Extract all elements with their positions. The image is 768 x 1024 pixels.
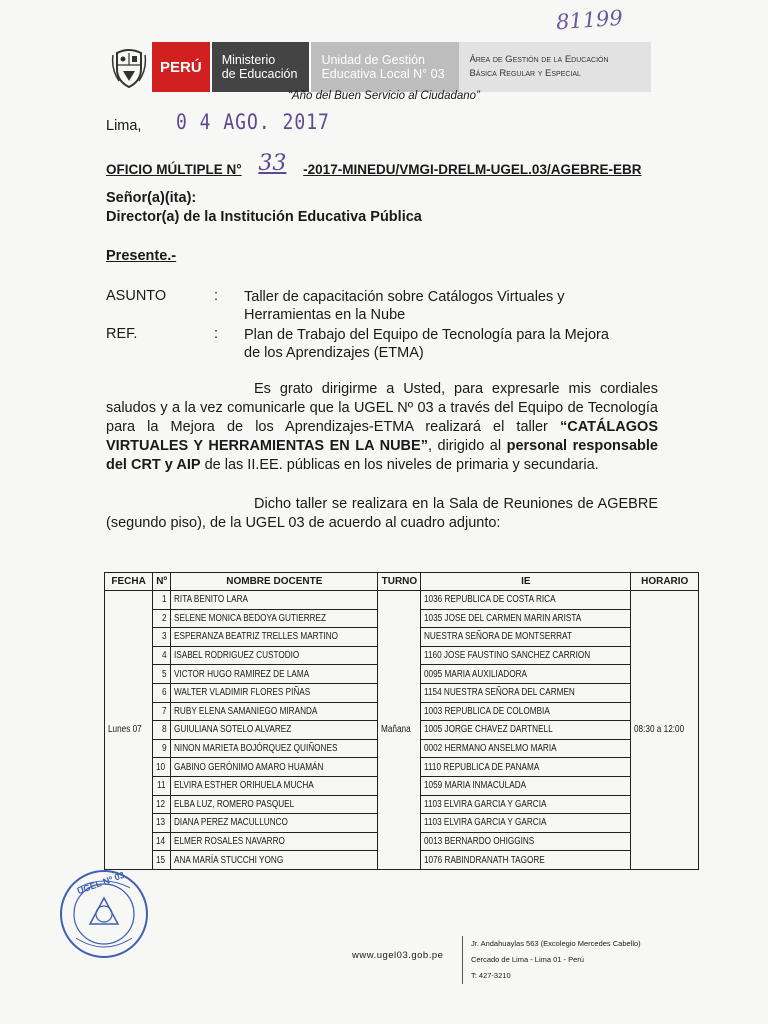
ministry-label: Ministerio de Educación — [210, 42, 310, 92]
asunto-text: Taller de capacitación sobre Catálogos Virtuales y Herramientas en la Nube — [244, 289, 565, 323]
asunto-label: ASUNTO — [106, 288, 167, 304]
header-num: Nº — [153, 573, 171, 591]
cell-num: 2 — [153, 609, 171, 628]
table-header-row — [105, 573, 699, 591]
motto: “Año del Buen Servicio al Ciudadano” — [288, 90, 480, 102]
cell-ie: 0002 HERMANO ANSELMO MARIA — [421, 739, 631, 758]
cell-docente: WALTER VLADIMIR FLORES PIÑAS — [171, 683, 378, 702]
cell-docente: RITA BENITO LARA — [171, 591, 378, 610]
cell-docente: SELENE MONICA BEDOYA GUTIERREZ — [171, 609, 378, 628]
body-paragraph-1: Es grato dirigirme a Usted, para expresarle mis cordiales saludos y a la vez comunicarle que la UGEL Nº 03 a través del Equipo de Tecnología para la Mejora de los Aprendizajes-ETMA realizará el taller “CATÁLAGOS VIRTUALES Y HERRAMIENTAS EN LA NUBE”, dirigido al personal responsable del CRT y AIP de las II.EE. públicas en los niveles de primaria y secundaria. — [106, 381, 658, 473]
coat-of-arms-icon — [108, 42, 150, 92]
cell-ie: 1036 REPUBLICA DE COSTA RICA — [421, 591, 631, 610]
body-paragraph-2: Dicho taller se realizara en la Sala de Reuniones de AGEBRE (segundo piso), de la UGEL 03 de acuerdo al cuadro adjunto: — [106, 496, 658, 531]
unit-label: Unidad de Gestión Educativa Local N° 03 — [309, 42, 459, 92]
header-fecha: FECHA — [105, 573, 153, 591]
cell-ie: 1003 REPUBLICA DE COLOMBIA — [421, 702, 631, 721]
cell-ie: 1103 ELVIRA GARCIA Y GARCIA — [421, 814, 631, 833]
cell-num: 9 — [153, 739, 171, 758]
oficio-handwritten-number: 33 — [258, 151, 287, 176]
recipient-name: Director(a) de la Institución Educativa Pública — [106, 209, 422, 225]
cell-docente: ESPERANZA BEATRIZ TRELLES MARTINO — [171, 628, 378, 647]
ref-label: REF. — [106, 326, 138, 342]
cell-ie: 1103 ELVIRA GARCIA Y GARCIA — [421, 795, 631, 814]
cell-ie: 1154 NUESTRA SEÑORA DEL CARMEN — [421, 683, 631, 702]
cell-docente: GUIULIANA SOTELO ALVAREZ — [171, 721, 378, 740]
cell-docente: ELVIRA ESTHER ORIHUELA MUCHA — [171, 776, 378, 795]
cell-docente: GABINO GERÓNIMO AMARO HUAMÁN — [171, 758, 378, 777]
cell-num: 10 — [153, 758, 171, 777]
cell-docente: ISABEL RODRIGUEZ CUSTODIO — [171, 646, 378, 665]
oficio-number-line: OFICIO MÚLTIPLE N° 33 -2017-MINEDU/VMGI-DRELM-UGEL.03/AGEBRE-EBR — [106, 151, 642, 177]
schedule-body — [105, 591, 699, 870]
cell-fecha: Lunes 07 — [105, 591, 153, 870]
footer-website: www.ugel03.gob.pe — [352, 950, 444, 961]
cell-ie: 1005 JORGE CHAVEZ DARTNELL — [421, 721, 631, 740]
cell-num: 1 — [153, 591, 171, 610]
area-label: Área de Gestión de la Educación Básica Regular y Especial — [459, 42, 651, 92]
header-logo — [108, 42, 651, 92]
cell-ie: 0013 BERNARDO OHIGGINS — [421, 832, 631, 851]
cell-num: 8 — [153, 721, 171, 740]
handwritten-number: 81199 — [555, 5, 624, 35]
recipient-title: Señor(a)(ita): — [106, 190, 197, 206]
cell-num: 4 — [153, 646, 171, 665]
cell-docente: NINON MARIETA BOJÓRQUEZ QUIÑONES — [171, 739, 378, 758]
cell-num: 7 — [153, 702, 171, 721]
cell-num: 15 — [153, 851, 171, 870]
cell-docente: ELMER ROSALES NAVARRO — [171, 832, 378, 851]
cell-ie: 0095 MARIA AUXILIADORA — [421, 665, 631, 684]
cell-turno: Mañana — [378, 591, 421, 870]
ugel-seal-icon — [58, 868, 150, 960]
cell-num: 12 — [153, 795, 171, 814]
cell-num: 3 — [153, 628, 171, 647]
cell-num: 6 — [153, 683, 171, 702]
seal-text: UGEL Nº 03 — [75, 869, 126, 897]
footer-address: Jr. Andahuaylas 563 (Excolegio Mercedes Cabello) Cercado de Lima - Lima 01 - Perú T: 427-3210 — [462, 936, 641, 984]
cell-ie: 1059 MARIA INMACULADA — [421, 776, 631, 795]
cell-ie: 1160 JOSE FAUSTINO SANCHEZ CARRION — [421, 646, 631, 665]
cell-ie: NUESTRA SEÑORA DE MONTSERRAT — [421, 628, 631, 647]
table-row — [105, 591, 699, 610]
header-turno: TURNO — [378, 573, 421, 591]
date-stamp: 0 4 AGO. 2017 — [176, 109, 330, 136]
cell-docente: DIANA PEREZ MACULLUNCO — [171, 814, 378, 833]
ref-text: Plan de Trabajo del Equipo de Tecnología para la Mejora de los Aprendizajes (ETMA) — [244, 327, 609, 361]
cell-horario: 08:30 a 12:00 — [631, 591, 699, 870]
header-horario: HORARIO — [631, 573, 699, 591]
header-docente: NOMBRE DOCENTE — [171, 573, 378, 591]
cell-num: 14 — [153, 832, 171, 851]
cell-ie: 1076 RABINDRANATH TAGORE — [421, 851, 631, 870]
cell-num: 13 — [153, 814, 171, 833]
cell-ie: 1110 REPUBLICA DE PANAMA — [421, 758, 631, 777]
cell-ie: 1035 JOSE DEL CARMEN MARIN ARISTA — [421, 609, 631, 628]
place: Lima, — [106, 118, 142, 134]
cell-docente: ANA MARÍA STUCCHI YONG — [171, 851, 378, 870]
ref-colon: : — [214, 326, 219, 342]
schedule-table — [104, 572, 699, 870]
cell-num: 11 — [153, 776, 171, 795]
peru-label: PERÚ — [150, 42, 210, 92]
header-ie: IE — [421, 573, 631, 591]
greeting: Presente.- — [106, 248, 177, 264]
asunto-colon: : — [214, 288, 219, 304]
cell-docente: ELBA LUZ, ROMERO PASQUEL — [171, 795, 378, 814]
cell-num: 5 — [153, 665, 171, 684]
cell-docente: VICTOR HUGO RAMIREZ DE LAMA — [171, 665, 378, 684]
cell-docente: RUBY ELENA SAMANIEGO MIRANDA — [171, 702, 378, 721]
